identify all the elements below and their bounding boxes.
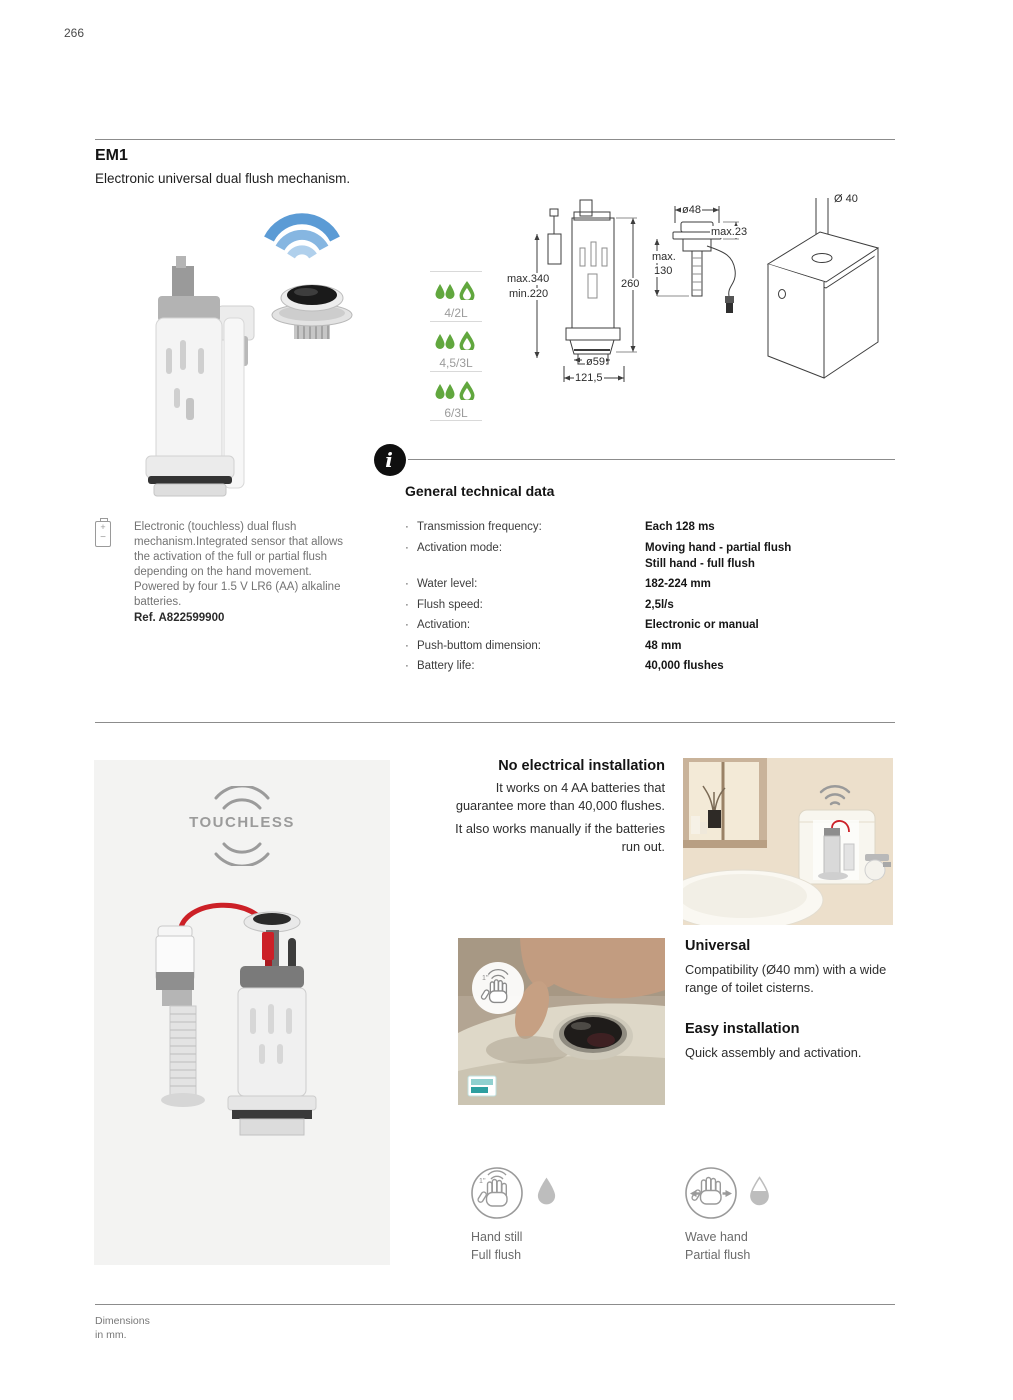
product-description-line: depending on the hand movement. (134, 566, 312, 578)
signal-arcs-top-icon (194, 786, 290, 812)
mechanism-photo (122, 892, 362, 1252)
tech-label: Push-buttom dimension: (417, 640, 542, 652)
dim-valve-diameter: ø59 (586, 356, 605, 368)
top-divider (95, 139, 895, 140)
tech-label: Water level: (417, 578, 478, 590)
product-description-line: mechanism.Integrated sensor that allows (134, 536, 344, 548)
benefit-heading: No electrical installation (498, 758, 665, 774)
benefit-text: Compatibility (Ø40 mm) with a wide range of toilet cisterns. (685, 962, 887, 996)
bullet: · (405, 542, 409, 554)
footer-dimensions: Dimensions (95, 1315, 150, 1327)
battery-minus-glyph: − (100, 532, 106, 543)
bullet: · (405, 619, 409, 631)
droplets-icon (434, 380, 478, 400)
benefit-text: It works on 4 AA batteries that guarantee more than 40,000 flushes. (455, 780, 665, 814)
info-icon (374, 444, 406, 476)
product-description-line: the activation of the full or partial flush (134, 551, 328, 563)
tech-value: Moving hand - partial flush (645, 542, 792, 554)
tech-value-2: Still hand - full flush (645, 558, 755, 570)
one-second-label: 1'' (482, 975, 489, 982)
product-description-line: batteries. (134, 596, 182, 608)
wave-hand-icon (684, 1166, 738, 1220)
bullet: · (405, 521, 409, 533)
flush-option (430, 271, 482, 321)
dim-button-length-2: 130 (654, 265, 673, 277)
dim-valve-width: 121,5 (575, 372, 603, 384)
bottom-divider (95, 1304, 895, 1305)
battery-plus-glyph: + (100, 522, 106, 532)
flush-option (430, 371, 482, 421)
touchless-panel (94, 760, 390, 1265)
battery-icon (95, 521, 111, 547)
product-description-line: Electronic (touchless) dual flush (134, 521, 297, 533)
bullet: · (405, 660, 409, 672)
tech-value: 182-224 mm (645, 578, 711, 590)
benefit-text: Quick assembly and activation. (685, 1045, 862, 1060)
benefit-no-electrical (450, 758, 665, 857)
bathroom-photo (683, 758, 893, 925)
flush-option (430, 321, 482, 371)
dim-valve-max: max.340 (507, 273, 550, 285)
dim-button-depth: max.23 (711, 226, 748, 238)
dim-cistern-hole: Ø 40 (834, 193, 858, 205)
hand-still-icon (470, 1166, 524, 1220)
flush-option-label: 4,5/3L (439, 356, 473, 370)
technical-data-heading: General technical data (405, 483, 555, 499)
gesture-line: Hand still (471, 1230, 523, 1244)
flush-option-label: 4/2L (444, 306, 468, 320)
tech-value: Each 128 ms (645, 521, 715, 533)
benefit-text: It also works manually if the batteries run out. (455, 821, 665, 855)
product-title: Electronic universal dual flush mechanism. (95, 171, 351, 186)
full-drop-icon (535, 1176, 558, 1207)
sensor-button-photo (458, 938, 665, 1105)
tech-label: Activation: (417, 619, 471, 631)
bullet: · (405, 640, 409, 652)
gesture-line: Full flush (471, 1248, 522, 1262)
tech-label: Transmission frequency: (417, 521, 542, 533)
gesture-line: Wave hand (685, 1230, 748, 1244)
footer-units: in mm. (95, 1329, 127, 1341)
product-photo-push-button (262, 265, 362, 345)
bullet: · (405, 578, 409, 590)
gesture-line: Partial flush (685, 1248, 751, 1262)
tech-value: 40,000 flushes (645, 660, 724, 672)
flush-option-label: 6/3L (444, 406, 468, 420)
flush-volume-options (430, 271, 482, 421)
tech-label: Flush speed: (417, 599, 483, 611)
product-code: EM1 (95, 147, 128, 164)
signal-arcs-bottom-icon (194, 840, 290, 866)
technical-drawing-cistern (758, 192, 890, 392)
dim-valve-min: min.220 (509, 288, 549, 300)
tech-value: 2,5l/s (645, 599, 674, 611)
tech-label: Battery life: (417, 660, 475, 672)
dim-button-diameter: ø48 (682, 204, 701, 216)
benefit-heading: Universal (685, 938, 751, 954)
tech-value: 48 mm (645, 640, 682, 652)
product-photo-flush-valve (118, 248, 258, 498)
benefit-heading: Easy installation (685, 1021, 800, 1037)
product-description-line: Powered by four 1.5 V LR6 (AA) alkaline (134, 581, 341, 593)
one-second-label: 1'' (479, 1178, 486, 1185)
half-drop-icon (748, 1176, 771, 1207)
droplets-icon (434, 330, 478, 350)
page-number: 266 (64, 26, 85, 40)
droplets-icon (434, 280, 478, 300)
wifi-signal-icon (263, 207, 341, 261)
tech-label: Activation mode: (417, 542, 503, 554)
section-divider (95, 722, 895, 723)
bullet: · (405, 599, 409, 611)
tech-value: Electronic or manual (645, 619, 759, 631)
info-divider (408, 459, 895, 460)
dim-button-length-1: max. (652, 251, 676, 263)
product-reference: Ref. A822599900 (134, 612, 225, 624)
dim-valve-height: 260 (621, 278, 640, 290)
info-icon-glyph: i (385, 448, 393, 472)
touchless-label: TOUCHLESS (189, 814, 295, 831)
